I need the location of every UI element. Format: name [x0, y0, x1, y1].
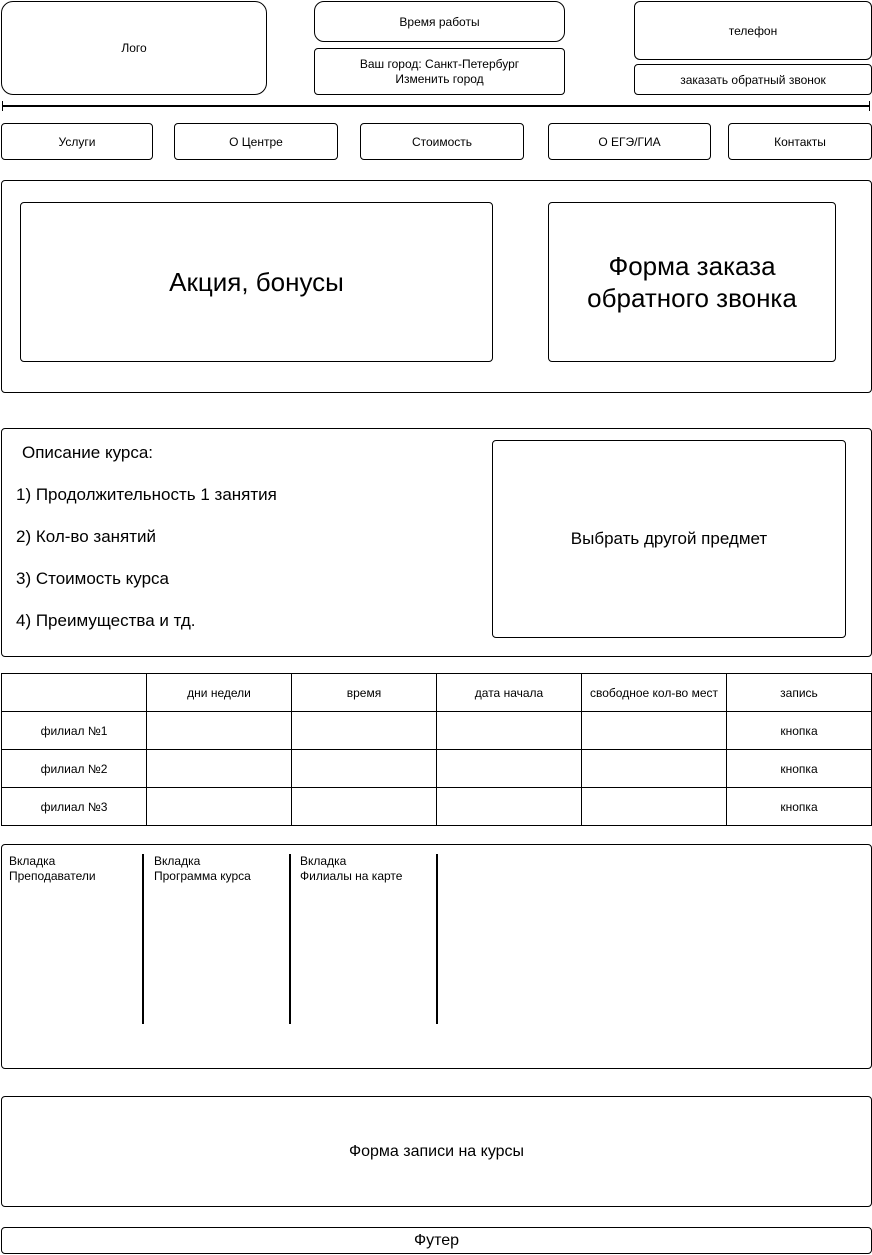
- table-cell: [292, 750, 437, 788]
- phone-label: телефон: [728, 23, 778, 38]
- table-header-cell: запись: [727, 674, 872, 712]
- footer-label: Футер: [413, 1231, 460, 1249]
- tab-label-prefix: Вкладка: [154, 854, 201, 868]
- nav-item-label: Стоимость: [411, 134, 473, 149]
- course-description-item: 3) Стоимость курса: [16, 569, 170, 588]
- table-header-row: [2, 674, 872, 712]
- request-callback-label: заказать обратный звонок: [680, 72, 826, 87]
- table-cell: [582, 750, 727, 788]
- branch-name-cell: филиал №2: [2, 750, 147, 788]
- table-header-cell: время: [292, 674, 437, 712]
- table-cell: [292, 712, 437, 750]
- enroll-button[interactable]: кнопка: [727, 788, 872, 826]
- table-cell: [147, 750, 292, 788]
- promo-bonus-box: [20, 202, 493, 362]
- table-cell: [437, 712, 582, 750]
- phone-box: [634, 1, 872, 60]
- tab-separator: [289, 854, 291, 1024]
- current-city-label: Ваш город: Санкт-Петербург: [359, 56, 520, 71]
- course-description-item: 1) Продолжительность 1 занятия: [16, 485, 277, 504]
- change-city-link[interactable]: Изменить город: [395, 71, 484, 86]
- promo-bonus-label: Акция, бонусы: [169, 267, 344, 297]
- callback-form-label-line1: Форма заказа: [608, 251, 776, 281]
- table-header-cell: дата начала: [437, 674, 582, 712]
- tab-separator: [436, 854, 438, 1024]
- callback-form-label-line2: обратного звонка: [587, 283, 797, 313]
- table-header-cell: [2, 674, 147, 712]
- tab-label-name: Программа курса: [154, 869, 251, 883]
- nav-item-label: Услуги: [58, 134, 96, 149]
- table-row: [2, 788, 872, 826]
- table-cell: [437, 788, 582, 826]
- tab-course-program[interactable]: [154, 854, 251, 884]
- header-divider: [2, 105, 870, 107]
- nav-item-services[interactable]: [1, 123, 153, 160]
- table-cell: [292, 788, 437, 826]
- city-selector[interactable]: [314, 48, 565, 95]
- nav-item-label: Контакты: [774, 134, 826, 149]
- table-cell: [582, 788, 727, 826]
- tab-label-prefix: Вкладка: [9, 854, 56, 868]
- table-header-cell: свободное кол-во мест: [582, 674, 727, 712]
- nav-item-exams[interactable]: [548, 123, 711, 160]
- nav-item-pricing[interactable]: [360, 123, 524, 160]
- table-header-cell: дни недели: [147, 674, 292, 712]
- table-row: [2, 712, 872, 750]
- tab-label-name: Преподаватели: [9, 869, 96, 883]
- course-signup-label: Форма записи на курсы: [348, 1142, 525, 1160]
- callback-form-box[interactable]: [548, 202, 836, 362]
- tab-label-name: Филиалы на карте: [300, 869, 403, 883]
- table-row: [2, 750, 872, 788]
- working-hours-label: Время работы: [399, 14, 480, 29]
- course-description-item: 4) Преимущества и тд.: [16, 611, 196, 630]
- tab-label-prefix: Вкладка: [300, 854, 347, 868]
- table-cell: [437, 750, 582, 788]
- branch-name-cell: филиал №3: [2, 788, 147, 826]
- footer: [1, 1227, 872, 1254]
- nav-item-label: О Центре: [229, 134, 283, 149]
- course-signup-form[interactable]: [1, 1096, 872, 1207]
- request-callback-button[interactable]: [634, 64, 872, 95]
- branch-name-cell: филиал №1: [2, 712, 147, 750]
- working-hours-box: [314, 1, 565, 42]
- nav-item-label: О ЕГЭ/ГИА: [598, 134, 661, 149]
- course-description-title: Описание курса:: [22, 443, 154, 462]
- logo-label: Лого: [121, 41, 147, 55]
- nav-item-contacts[interactable]: [728, 123, 872, 160]
- course-description-item: 2) Кол-во занятий: [16, 527, 157, 546]
- choose-other-subject-label: Выбрать другой предмет: [570, 529, 768, 548]
- table-cell: [582, 712, 727, 750]
- enroll-button[interactable]: кнопка: [727, 712, 872, 750]
- tab-branches-map[interactable]: [300, 854, 402, 884]
- table-cell: [147, 712, 292, 750]
- table-cell: [147, 788, 292, 826]
- tab-teachers[interactable]: [9, 854, 96, 884]
- logo-placeholder[interactable]: [1, 1, 267, 95]
- tab-separator: [142, 854, 144, 1024]
- enroll-button[interactable]: кнопка: [727, 750, 872, 788]
- schedule-table: [1, 673, 872, 826]
- choose-other-subject-button[interactable]: [492, 440, 846, 638]
- nav-item-about[interactable]: [174, 123, 338, 160]
